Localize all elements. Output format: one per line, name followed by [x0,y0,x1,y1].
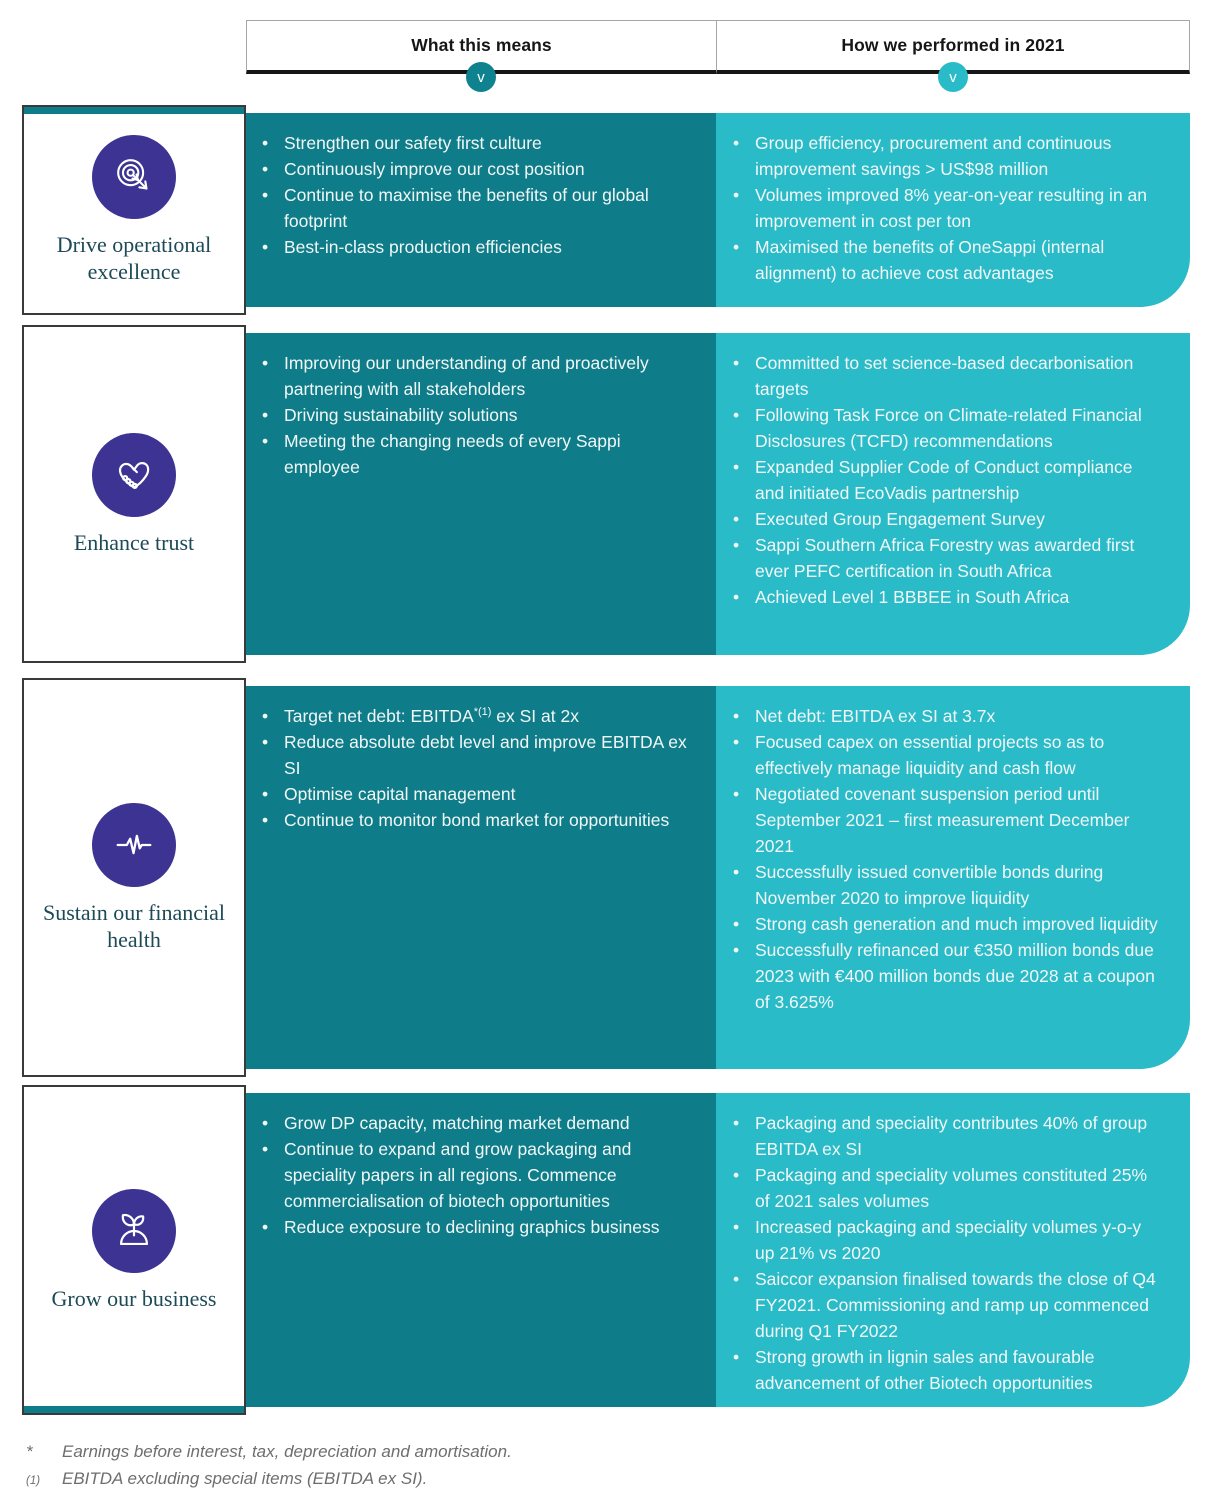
performed-panel [716,1093,1190,1407]
means-panel [246,1093,716,1407]
bullet-item: • Grow DP capacity, matching market demand [262,1110,696,1136]
strategy-label-box [22,105,246,315]
sprout-icon [111,1208,157,1254]
bullet-item: • Best-in-class production efficiencies [262,234,696,260]
bullet-item: • Packaging and speciality volumes constituted 25% of 2021 sales volumes [733,1162,1164,1214]
accent-bar [24,107,244,114]
bullet-item: • Group efficiency, procurement and continuous improvement savings > US$98 million [733,130,1164,182]
strategy-icon-circle [92,1189,176,1273]
bullet-item: • Strong growth in lignin sales and favourable advancement of other Biotech opportunities [733,1344,1164,1396]
bullet-list [716,1093,1190,1396]
bullet-item: • Executed Group Engagement Survey [733,506,1164,532]
bullet-item: • Successfully issued convertible bonds during November 2020 to improve liquidity [733,859,1164,911]
bullet-list [716,333,1190,610]
bullet-item: • Strong cash generation and much improved liquidity [733,911,1164,937]
bullet-item: • Sappi Southern Africa Forestry was awarded first ever PEFC certification in South Africa [733,532,1164,584]
bullet-item: • Improving our understanding of and proactively partnering with all stakeholders [262,350,696,402]
bullet-item: • Focused capex on essential projects so as to effectively manage liquidity and cash flow [733,729,1164,781]
bullet-item: • Maximised the benefits of OneSappi (internal alignment) to achieve cost advantages [733,234,1164,286]
bullet-item: • Successfully refinanced our €350 million bonds due 2023 with €400 million bonds due 2028 at a coupon of 3.625% [733,937,1164,1015]
strategy-row-label: Sustain our financial health [42,899,226,952]
bullet-item: • Expanded Supplier Code of Conduct compliance and initiated EcoVadis partnership [733,454,1164,506]
bullet-item: • Net debt: EBITDA ex SI at 3.7x [733,703,1164,729]
footnotes [26,1438,512,1495]
bullet-item: • Optimise capital management [262,781,696,807]
bullet-item [262,703,696,729]
bullet-item: • Strengthen our safety first culture [262,130,696,156]
means-panel [246,686,716,1069]
bullet-item: • Reduce absolute debt level and improve EBITDA ex SI [262,729,696,781]
strategy-row-label: Drive operational excellence [56,232,212,284]
bullet-item: • Achieved Level 1 BBBEE in South Africa [733,584,1164,610]
column-header-label: What this means [411,35,552,55]
performed-panel [716,113,1190,307]
strategy-icon-circle [92,433,176,517]
bullet-item: • Packaging and speciality contributes 40% of group EBITDA ex SI [733,1110,1164,1162]
strategy-icon-circle [92,135,176,219]
chevron-down-icon: v [466,62,496,92]
heartbeat-icon [111,822,157,868]
bullet-item: • Committed to set science-based decarbonisation targets [733,350,1164,402]
bullet-item: • Volumes improved 8% year-on-year resulting in an improvement in cost per ton [733,182,1164,234]
bullet-list [246,686,716,833]
bullet-list [246,1093,716,1240]
strategy-label-box [22,325,246,663]
footnote-marker: (1) [26,1475,41,1487]
bullet-item: • Meeting the changing needs of every Sappi employee [262,428,696,480]
bullet-list [246,333,716,480]
footnote-marker: * [26,1442,33,1461]
table-header [246,20,1190,74]
strategy-label-box [22,1085,246,1415]
bullet-item: • Increased packaging and speciality volumes y-o-y up 21% vs 2020 [733,1214,1164,1266]
bullet-item: • Continue to expand and grow packaging and speciality papers in all regions. Commence commercialisation of biotech opportunities [262,1136,696,1214]
performed-panel [716,333,1190,655]
footnote-text: Earnings before interest, tax, depreciation and amortisation. [62,1442,512,1461]
bullet-item: • Reduce exposure to declining graphics business [262,1214,696,1240]
bullet-text: Target net debt: EBITDA [284,706,474,726]
strategy-row-label: Grow our business [51,1285,217,1311]
bullet-item: • Continue to maximise the benefits of our global footprint [262,182,696,234]
footnote-text: EBITDA excluding special items (EBITDA ex SI). [62,1469,428,1488]
bullet-item: • Driving sustainability solutions [262,402,696,428]
strategy-row-label: Enhance trust [73,529,195,555]
strategy-icon-circle [92,803,176,887]
bullet-list [716,686,1190,1015]
means-panel [246,113,716,307]
bullet-text: ex SI at 2x [491,706,579,726]
handshake-icon [111,452,157,498]
bullet-item: • Continue to monitor bond market for opportunities [262,807,696,833]
bullet-list [246,113,716,260]
column-header-label: How we performed in 2021 [841,35,1065,55]
target-arrow-icon [111,154,157,200]
bullet-list [716,113,1190,286]
bullet-item: • Continuously improve our cost position [262,156,696,182]
bullet-item: • Saiccor expansion finalised towards the close of Q4 FY2021. Commissioning and ramp up commenced during Q1 FY2022 [733,1266,1164,1344]
accent-bar [24,1406,244,1413]
strategy-label-box [22,678,246,1077]
footnote [26,1438,512,1465]
footnote [26,1465,512,1495]
performed-panel [716,686,1190,1069]
chevron-down-icon: v [938,62,968,92]
means-panel [246,333,716,655]
footnote-reference: *(1) [473,706,492,719]
bullet-item: • Negotiated covenant suspension period until September 2021 – first measurement December 2021 [733,781,1164,859]
bullet-item: • Following Task Force on Climate-related Financial Disclosures (TCFD) recommendations [733,402,1164,454]
